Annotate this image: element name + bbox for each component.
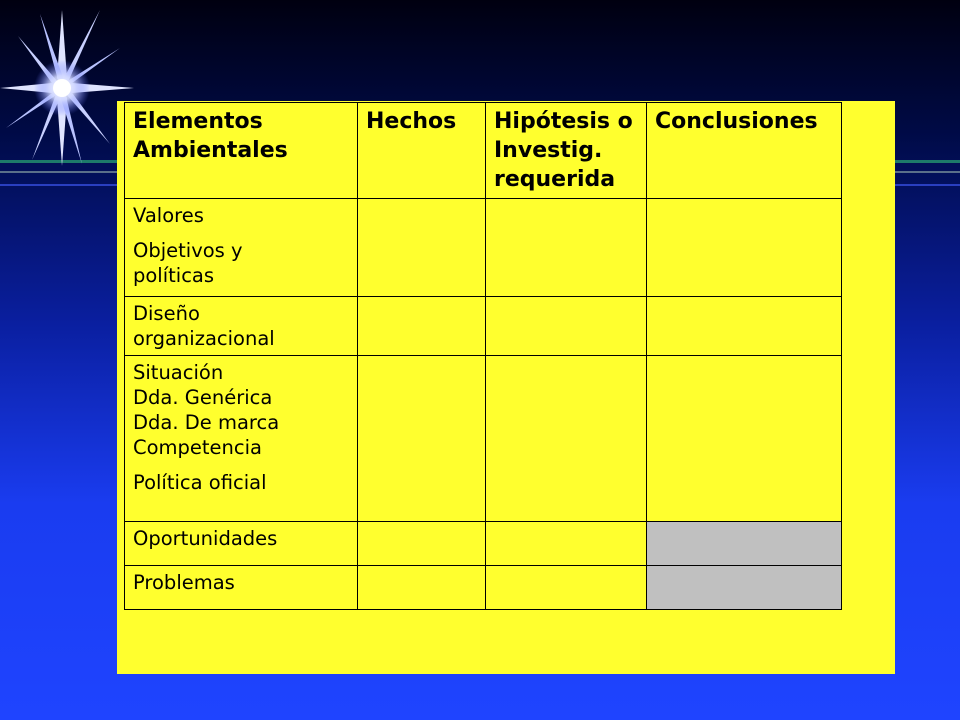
empty-cell bbox=[358, 199, 486, 297]
row-label-cell bbox=[125, 297, 358, 356]
empty-cell bbox=[358, 356, 486, 522]
header-cell-conclusiones bbox=[647, 103, 842, 199]
header-text: Investig. bbox=[494, 138, 603, 163]
empty-cell bbox=[486, 199, 647, 297]
empty-cell bbox=[358, 522, 486, 566]
row-label-text: Competencia bbox=[133, 436, 263, 459]
row-label-cell bbox=[125, 199, 358, 297]
table-row bbox=[125, 566, 842, 610]
row-label-cell bbox=[125, 522, 358, 566]
empty-cell bbox=[647, 297, 842, 356]
empty-cell bbox=[647, 356, 842, 522]
row-label-text: organizacional bbox=[133, 327, 275, 350]
header-text: Hipótesis o bbox=[494, 109, 633, 134]
row-label-text: políticas bbox=[133, 264, 215, 287]
row-label-text: Situación bbox=[133, 361, 224, 384]
header-cell-hipotesis bbox=[486, 103, 647, 199]
row-label-cell bbox=[125, 566, 358, 610]
header-cell-hechos bbox=[358, 103, 486, 199]
header-text: Conclusiones bbox=[655, 109, 818, 134]
table-row bbox=[125, 356, 842, 522]
table-header-row bbox=[125, 103, 842, 199]
table-row bbox=[125, 199, 842, 297]
row-label-text: Dda. De marca bbox=[133, 411, 280, 434]
greyed-cell bbox=[647, 522, 842, 566]
row-label-cell bbox=[125, 356, 358, 522]
row-label-text: Oportunidades bbox=[133, 527, 278, 550]
empty-cell bbox=[486, 566, 647, 610]
row-label-text: Dda. Genérica bbox=[133, 386, 273, 409]
empty-cell bbox=[647, 199, 842, 297]
row-label-text: Diseño bbox=[133, 302, 200, 325]
empty-cell bbox=[486, 356, 647, 522]
header-cell-elementos bbox=[125, 103, 358, 199]
empty-cell bbox=[486, 297, 647, 356]
header-text: Ambientales bbox=[133, 138, 288, 163]
header-text: Hechos bbox=[366, 109, 457, 134]
row-label-text: Política oficial bbox=[133, 471, 267, 494]
row-label-text: Objetivos y bbox=[133, 239, 243, 262]
environment-analysis-table bbox=[124, 102, 842, 610]
row-label-text: Problemas bbox=[133, 571, 235, 594]
content-panel bbox=[117, 101, 895, 674]
header-text: requerida bbox=[494, 167, 616, 192]
table-row bbox=[125, 522, 842, 566]
greyed-cell bbox=[647, 566, 842, 610]
empty-cell bbox=[358, 297, 486, 356]
table-row bbox=[125, 297, 842, 356]
empty-cell bbox=[358, 566, 486, 610]
row-label-text: Valores bbox=[133, 204, 204, 227]
header-text: Elementos bbox=[133, 109, 263, 134]
empty-cell bbox=[486, 522, 647, 566]
